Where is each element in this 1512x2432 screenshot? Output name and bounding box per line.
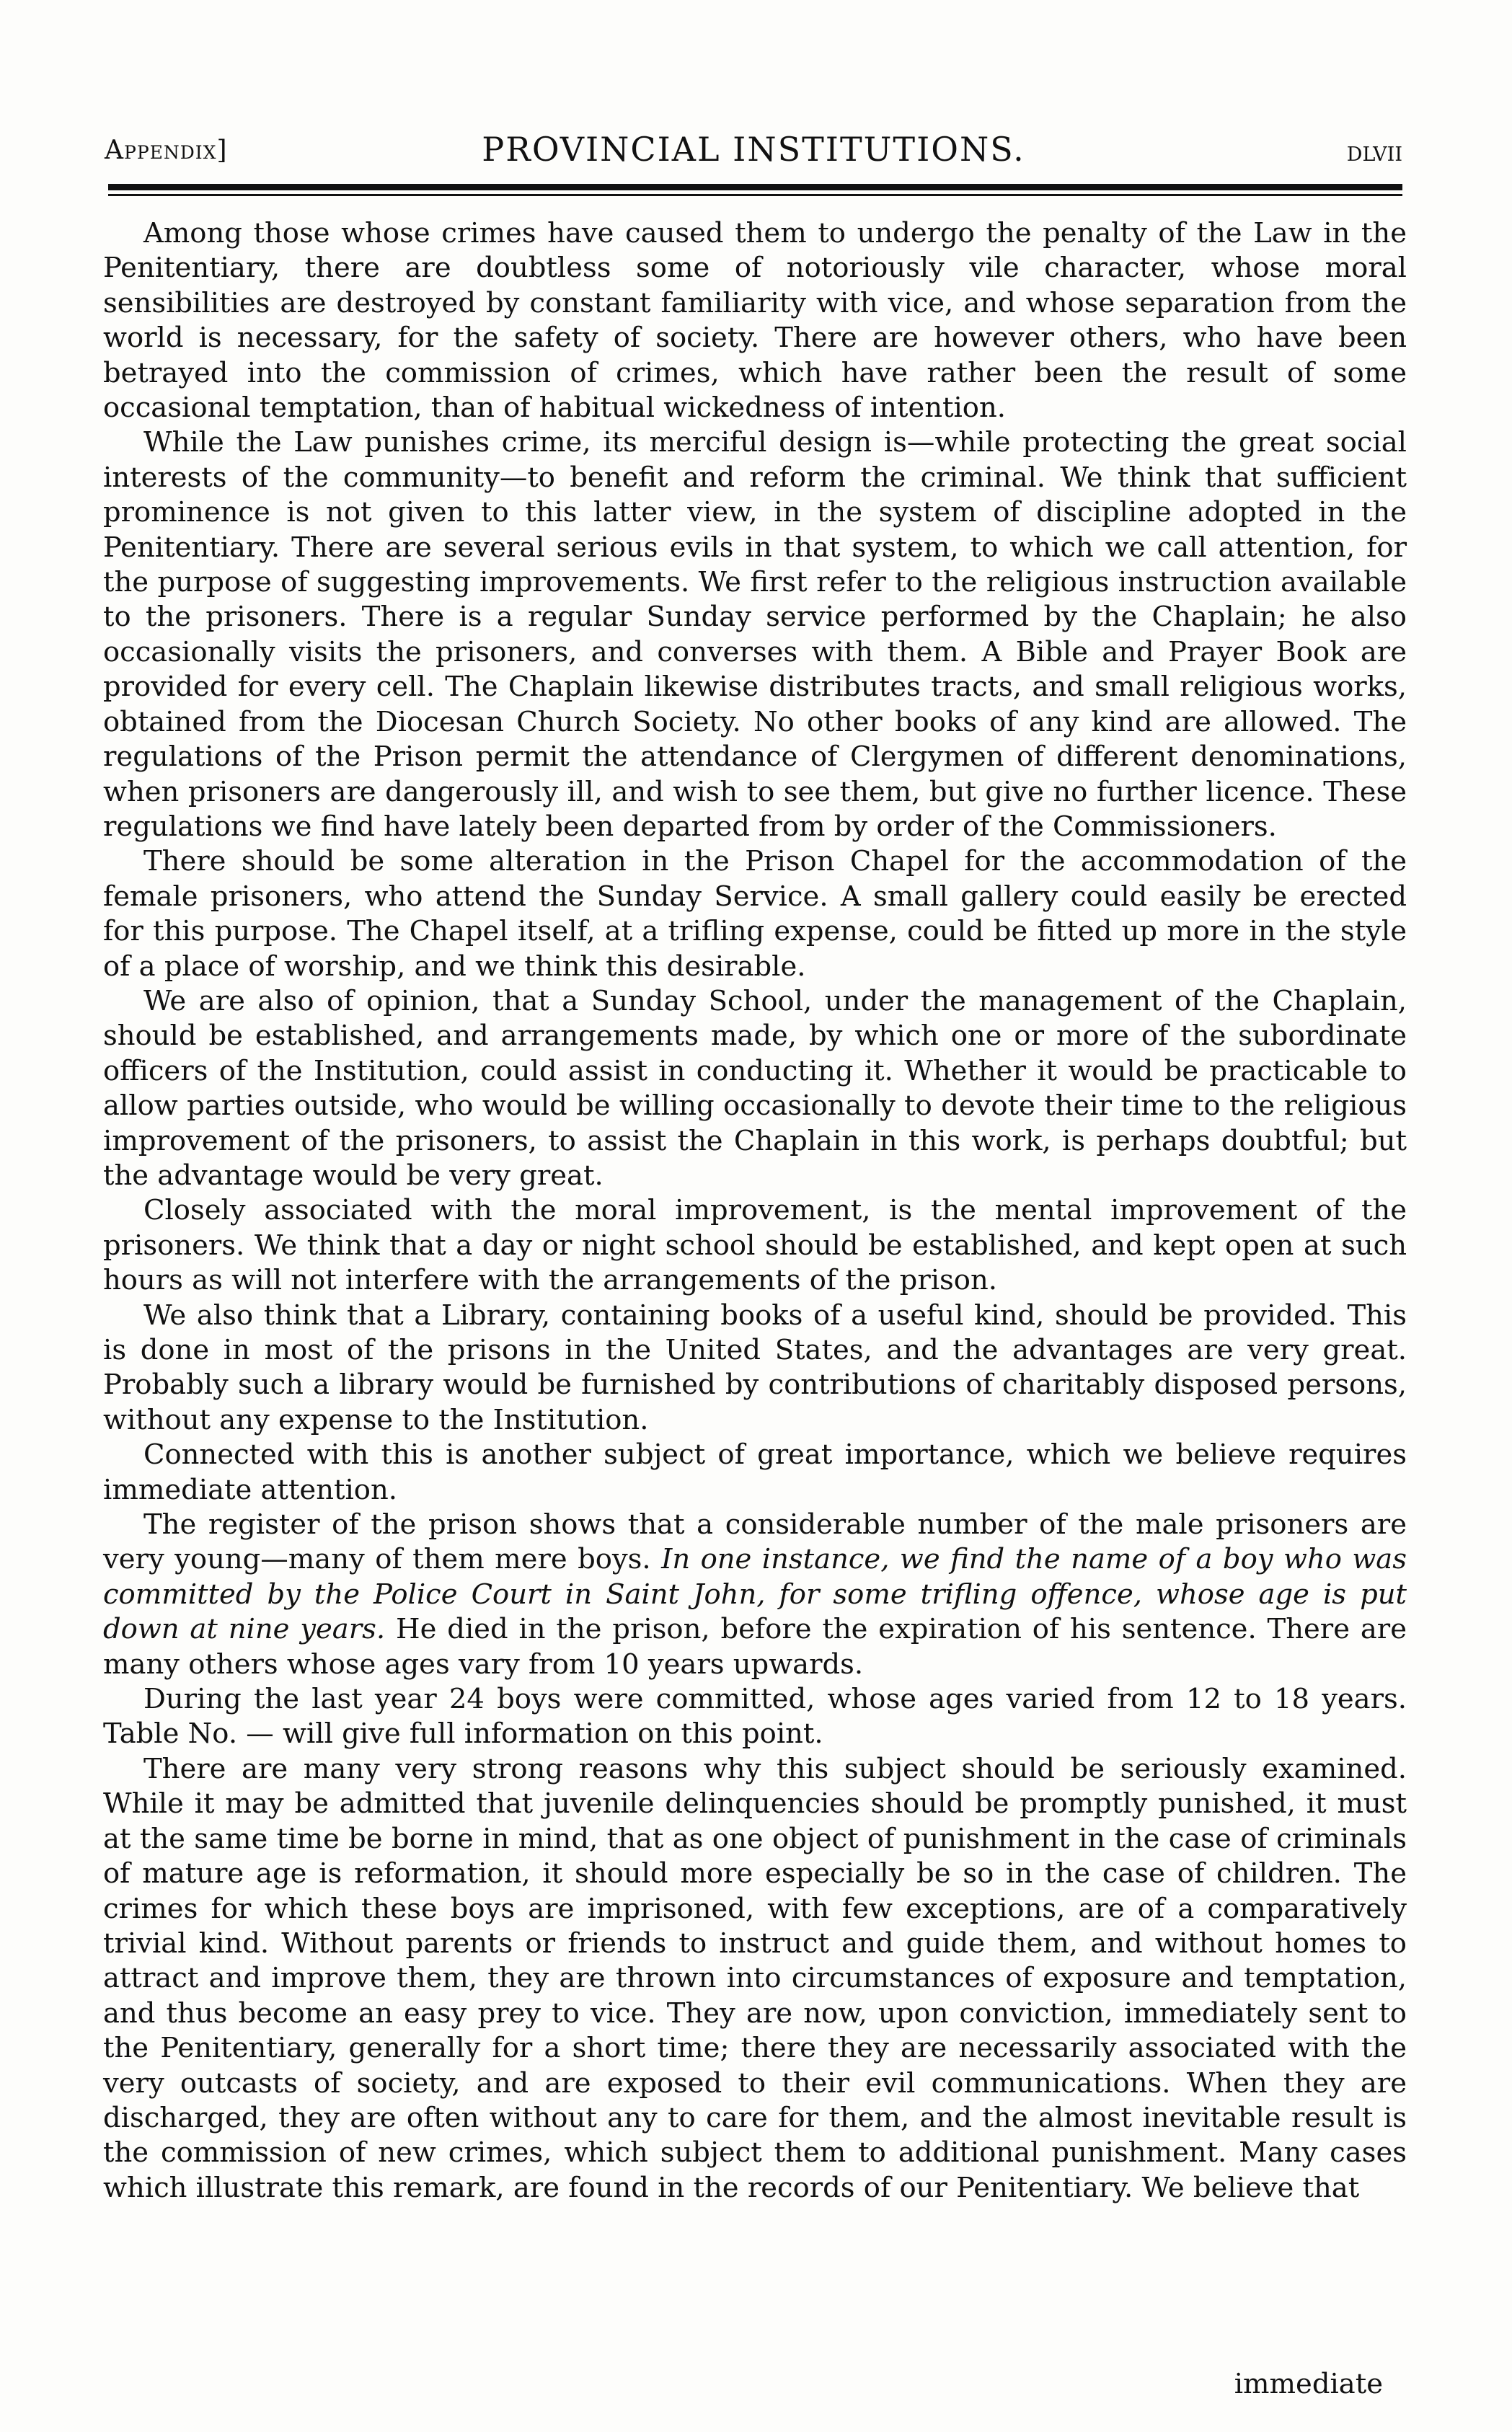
header-rule-thin [108, 194, 1402, 196]
register-text-after: He died in the prison, before the expiration of his sentence. There are many others whose ages vary from 10 years upwards. [103, 1613, 1407, 1681]
paragraph-sunday-school: We are also of opinion, that a Sunday School, under the management of the Chaplain, should be established, and arrangements made, by which one or more of the subordinate officers of the Institution, could assist in conducting it. Whether it would be practicable to allow parties outside, who would be willing occasionally to devote their time to the religious improvement of the prisoners, to assist the Chaplain in this work, is perhaps doubtful; but the advantage would be very great. [103, 984, 1407, 1192]
register-italic-instance: In one instance, we find the name of a boy who was committed by the Police Court in Saint John, for some trifling offence, whose age is put down at nine years. [103, 1543, 1407, 1646]
body-text [103, 216, 1407, 2206]
register-text-before: The register of the prison shows that a considerable number of the male prisoners are very young—many of them mere boys. [103, 1508, 1407, 1576]
paragraph-register [103, 1508, 1407, 1682]
running-head-left: Appendix] [105, 136, 228, 165]
page-number: dlvii [1346, 136, 1402, 167]
paragraph-merciful-design: While the Law punishes crime, its merciful design is—while protecting the great social interests of the community—to benefit and reform the criminal. We think that sufficient prominence is not given to this latter view, in the system of discipline adopted in the Penitentiary. There are several serious evils in that system, to which we call attention, for the purpose of suggesting improvements. We first refer to the religious instruction available to the prisoners. There is a regular Sunday service performed by the Chaplain; he also occasionally visits the prisoners, and converses with them. A Bible and Prayer Book are provided for every cell. The Chaplain likewise distributes tracts, and small religious works, obtained from the Diocesan Church Society. No other books of any kind are allowed. The regulations of the Prison permit the attendance of Clergymen of different denominations, when prisoners are dangerously ill, and wish to see them, but give no further licence. These regulations we find have lately been departed from by order of the Commissioners. [103, 426, 1407, 843]
paragraph-last-year: During the last year 24 boys were committed, whose ages varied from 12 to 18 years. Table No. — will give full information on this point. [103, 1683, 1407, 1751]
paragraph-prison-chapel: There should be some alteration in the Prison Chapel for the accommodation of the female prisoners, who attend the Sunday Service. A small gallery could easily be erected for this purpose. The Chapel itself, at a trifling expense, could be fitted up more in the style of a place of worship, and we think this desirable. [103, 845, 1407, 983]
running-title: PROVINCIAL INSTITUTIONS. [482, 130, 1025, 169]
catchword: immediate [1234, 2368, 1383, 2400]
paragraph-mental-improvement: Closely associated with the moral improvement, is the mental improvement of the prisoners. We think that a day or night school should be established, and kept open at such hours as will not interfere with the arrangements of the prison. [103, 1194, 1407, 1297]
running-header [105, 128, 1402, 179]
paragraph-connected-subject: Connected with this is another subject of great importance, which we believe requires immediate attention. [103, 1438, 1407, 1506]
header-rule-thick [108, 184, 1402, 190]
paragraph-strong-reasons: There are many very strong reasons why this subject should be seriously examined. While it may be admitted that juvenile delinquencies should be promptly punished, it must at the same time be borne in mind, that as one object of punishment in the case of criminals of mature age is reformation, it should more especially be so in the case of children. The crimes for which these boys are imprisoned, with few exceptions, are of a comparatively trivial kind. Without parents or friends to instruct and guide them, and without homes to attract and improve them, they are thrown into circumstances of exposure and temptation, and thus become an easy prey to vice. They are now, upon conviction, immediately sent to the Penitentiary, generally for a short time; there they are necessarily associated with the very outcasts of society, and are exposed to their evil communications. When they are discharged, they are often without any to care for them, and the almost inevitable result is the commission of new crimes, which subject them to additional punishment. Many cases which illustrate this remark, are found in the records of our Penitentiary. We believe that [103, 1752, 1407, 2204]
paragraph-library: We also think that a Library, containing books of a useful kind, should be provided. This is done in most of the prisons in the United States, and the advantages are very great. Probably such a library would be furnished by contributions of charitably disposed persons, without any expense to the Institution. [103, 1299, 1407, 1436]
paragraph-penalty: Among those whose crimes have caused them to undergo the penalty of the Law in the Penitentiary, there are doubtless some of notoriously vile character, whose moral sensibilities are destroyed by constant familiarity with vice, and whose separation from the world is necessary, for the safety of society. There are however others, who have been betrayed into the commission of crimes, which have rather been the result of some occasional temptation, than of habitual wickedness of intention. [103, 217, 1407, 425]
